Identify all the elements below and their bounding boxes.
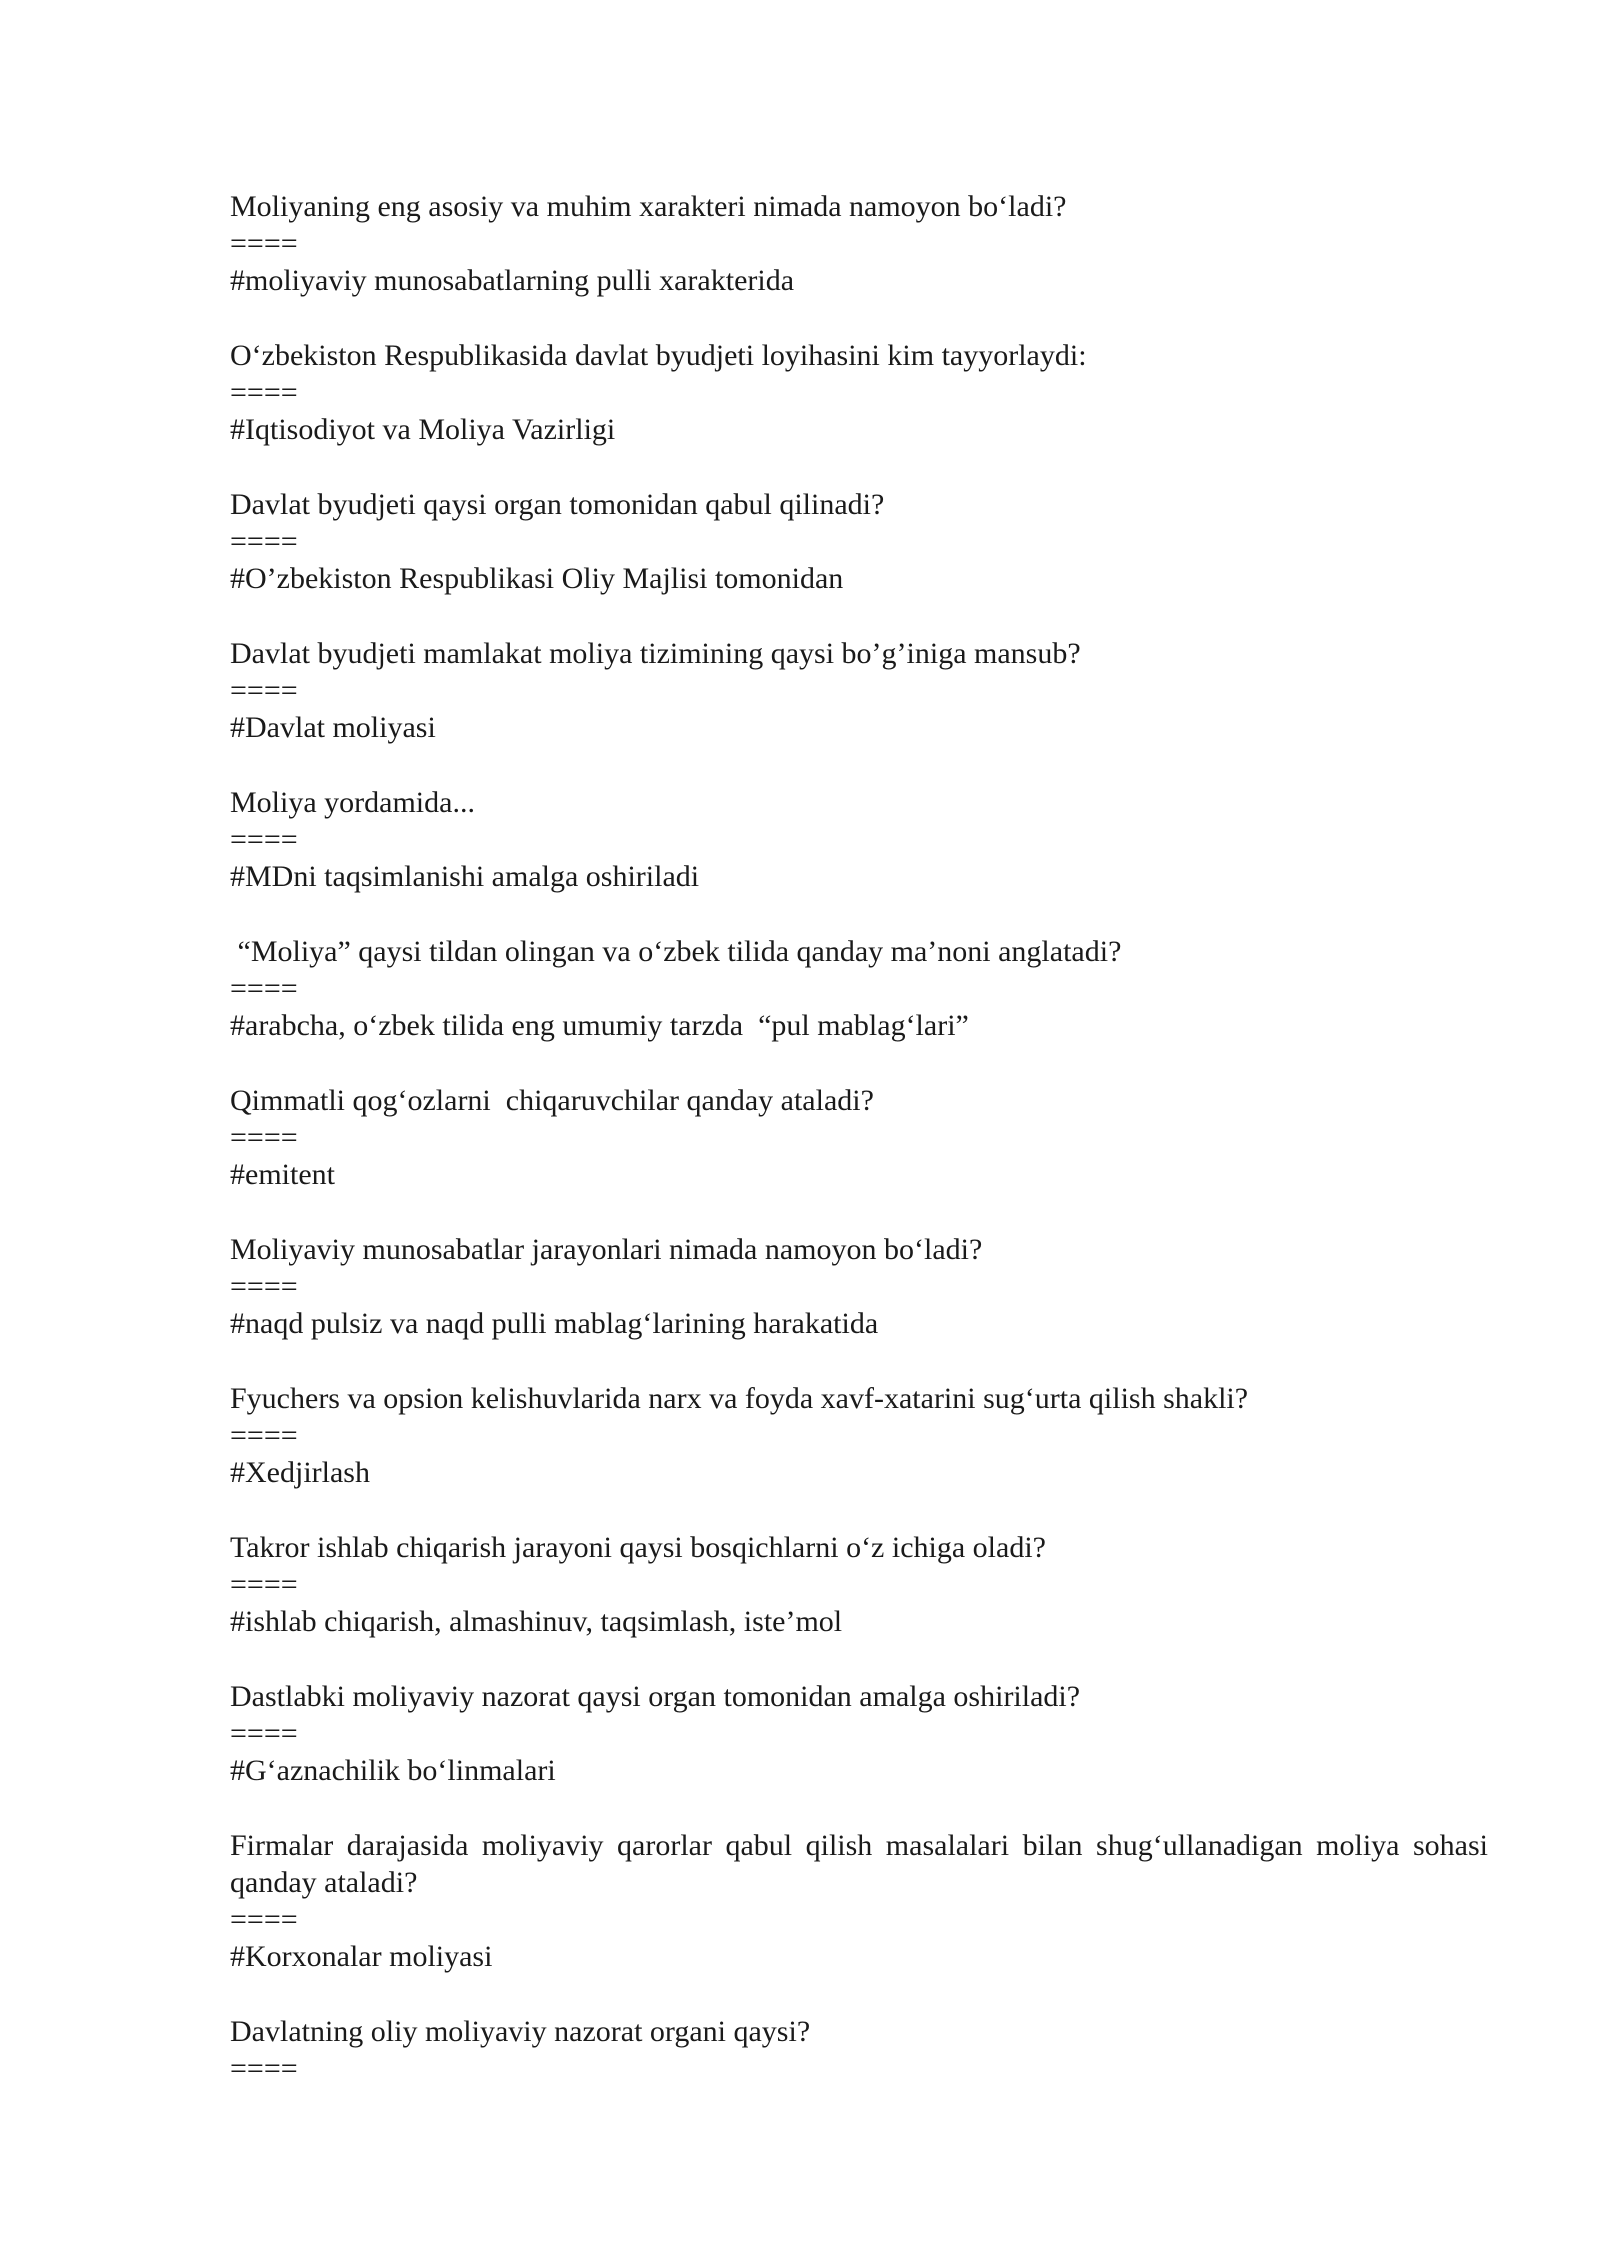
- question-text: Takror ishlab chiqarish jarayoni qaysi bosqichlarni o‘z ichiga oladi?: [230, 1531, 1046, 1564]
- qa-item-11: [230, 1678, 1488, 1789]
- answer-text: #Xedjirlash: [230, 1456, 370, 1489]
- question-text: Firmalar darajasida moliyaviy qarorlar qabul qilish masalalari bilan shug‘ullanadigan moliya sohasi qanday ataladi?: [230, 1829, 1496, 1899]
- question-text: Davlat byudjeti qaysi organ tomonidan qabul qilinadi?: [230, 488, 885, 521]
- question-text: Moliya yordamida...: [230, 786, 475, 819]
- question-text: Fyuchers va opsion kelishuvlarida narx va foyda xavf-xatarini sug‘urta qilish shakli?: [230, 1382, 1249, 1415]
- answer-text: #naqd pulsiz va naqd pulli mablag‘larining harakatida: [230, 1307, 879, 1340]
- qa-item-4: [230, 635, 1488, 746]
- separator-line: ====: [230, 823, 298, 856]
- question-text: Moliyaning eng asosiy va muhim xarakteri nimada namoyon bo‘ladi?: [230, 190, 1067, 223]
- separator-line: ====: [230, 1419, 298, 1452]
- answer-text: #Korxonalar moliyasi: [230, 1940, 493, 1973]
- qa-item-12: [230, 1827, 1496, 1975]
- answer-text: #emitent: [230, 1158, 335, 1191]
- qa-item-2: [230, 337, 1488, 448]
- separator-line: ====: [230, 376, 298, 409]
- qa-item-5: [230, 784, 1488, 895]
- answer-text: #Iqtisodiyot va Moliya Vazirligi: [230, 413, 616, 446]
- answer-text: #ishlab chiqarish, almashinuv, taqsimlash, iste’mol: [230, 1605, 843, 1638]
- document-page: [230, 188, 1496, 2125]
- answer-text: #MDni taqsimlanishi amalga oshiriladi: [230, 860, 700, 893]
- separator-line: ====: [230, 1903, 298, 1936]
- separator-line: ====: [230, 525, 298, 558]
- question-text: O‘zbekiston Respublikasida davlat byudjeti loyihasini kim tayyorlaydi:: [230, 339, 1087, 372]
- question-text: Davlat byudjeti mamlakat moliya tizimining qaysi bo’g’iniga mansub?: [230, 637, 1081, 670]
- separator-line: ====: [230, 1270, 298, 1303]
- answer-text: #O’zbekiston Respublikasi Oliy Majlisi tomonidan: [230, 562, 844, 595]
- qa-item-10: [230, 1529, 1488, 1640]
- qa-item-13: [230, 2013, 1488, 2087]
- question-text: “Moliya” qaysi tildan olingan va o‘zbek tilida qanday ma’noni anglatadi?: [230, 935, 1122, 968]
- answer-text: #Davlat moliyasi: [230, 711, 436, 744]
- qa-item-6: [230, 933, 1488, 1044]
- separator-line: ====: [230, 674, 298, 707]
- qa-item-1: [230, 188, 1488, 299]
- qa-item-8: [230, 1231, 1488, 1342]
- answer-text: #G‘aznachilik bo‘linmalari: [230, 1754, 556, 1787]
- question-text: Qimmatli qog‘ozlarni chiqaruvchilar qanday ataladi?: [230, 1084, 874, 1117]
- qa-item-7: [230, 1082, 1488, 1193]
- separator-line: ====: [230, 1568, 298, 1601]
- question-text: Dastlabki moliyaviy nazorat qaysi organ tomonidan amalga oshiriladi?: [230, 1680, 1081, 1713]
- separator-line: ====: [230, 227, 298, 260]
- separator-line: ====: [230, 2052, 298, 2085]
- qa-item-9: [230, 1380, 1488, 1491]
- separator-line: ====: [230, 972, 298, 1005]
- answer-text: #moliyaviy munosabatlarning pulli xarakterida: [230, 264, 795, 297]
- answer-text: #arabcha, o‘zbek tilida eng umumiy tarzda “pul mablag‘lari”: [230, 1009, 969, 1042]
- separator-line: ====: [230, 1717, 298, 1750]
- qa-item-3: [230, 486, 1488, 597]
- separator-line: ====: [230, 1121, 298, 1154]
- question-text: Davlatning oliy moliyaviy nazorat organi qaysi?: [230, 2015, 811, 2048]
- question-text: Moliyaviy munosabatlar jarayonlari nimada namoyon bo‘ladi?: [230, 1233, 983, 1266]
